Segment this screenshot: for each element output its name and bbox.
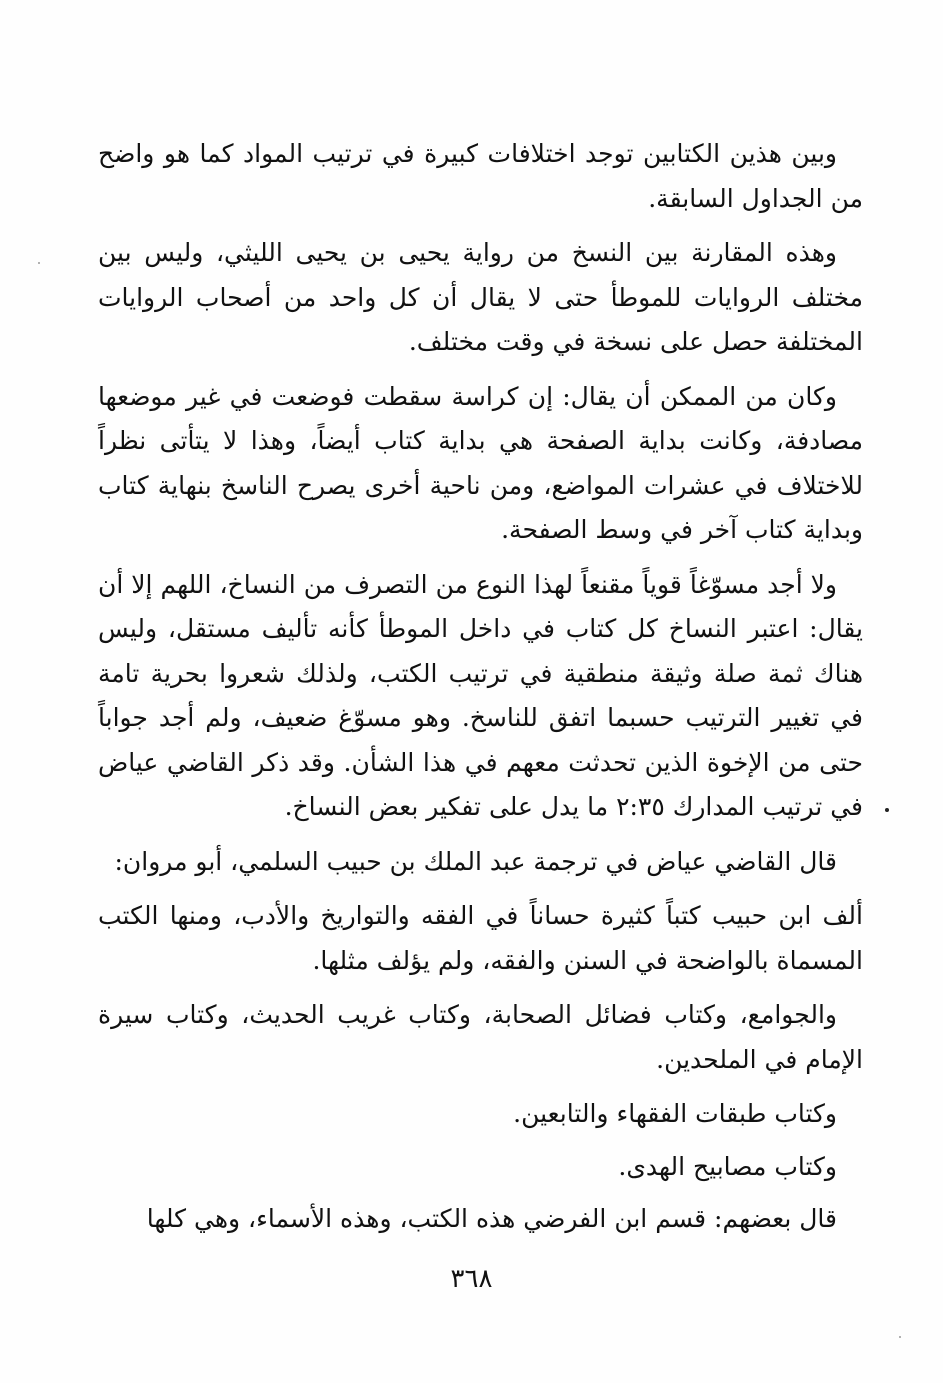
body-text	[98, 132, 863, 1252]
margin-dot	[885, 808, 889, 812]
paragraph: وهذه المقارنة بين النسخ من رواية يحيى بن يحيى الليثي، وليس بين مختلف الروايات للموطأ حتى لا يقال أن كل واحد من أصحاب الروايات المختلفة حصل على نسخة في وقت مختلف.	[98, 238, 863, 356]
quote-paragraph: وكتاب مصابيح الهدى.	[618, 1151, 837, 1181]
quote-paragraph: ألف ابن حبيب كتباً كثيرة حساناً في الفقه والتواريخ والأدب، ومنها الكتب المسماة بالواضحة في السنن والفقه، ولم يؤلف مثلها.	[98, 901, 863, 975]
page-number: ٣٦٨	[450, 1264, 493, 1294]
quote-paragraph: والجوامع، وكتاب فضائل الصحابة، وكتاب غريب الحديث، وكتاب سيرة الإمام في الملحدين.	[98, 1000, 863, 1074]
scan-speck	[38, 262, 40, 264]
paragraph: قال بعضهم: قسم ابن الفرضي هذه الكتب، وهذه الأسماء، وهي كلها	[146, 1204, 837, 1233]
scan-speck	[899, 1336, 901, 1338]
quote-paragraph: وكتاب طبقات الفقهاء والتابعين.	[513, 1099, 837, 1128]
paragraph: وبين هذين الكتابين توجد اختلافات كبيرة في ترتيب المواد كما هو واضح من الجداول السابقة.	[98, 139, 863, 213]
quote-intro-paragraph: قال القاضي عياض في ترجمة عبد الملك بن حبيب السلمي، أبو مروان:	[114, 846, 837, 876]
paragraph: وكان من الممكن أن يقال: إن كراسة سقطت فوضعت في غير موضعها مصادفة، وكانت بداية الصفحة هي بداية كتاب أيضاً، وهذا لا يتأتى نظراً للاختلاف في عشرات المواضع، ومن ناحية أخرى يصرح الناسخ بنهاية كتاب وبداية كتاب آخر في وسط الصفحة.	[98, 381, 863, 544]
paragraph: ولا أجد مسوّغاً قوياً مقنعاً لهذا النوع من التصرف من النساخ، اللهم إلا أن يقال: اعتبر النساخ كل كتاب في داخل الموطأ كأنه تأليف مستقل، وليس هناك ثمة صلة وثيقة منطقية في ترتيب الكتب، ولذلك شعروا بحرية تامة في تغيير الترتيب حسبما اتفق للناسخ. وهو مسوّغ ضعيف، ولم أجد جواباً حتى من الإخوة الذين تحدثت معهم في هذا الشأن. وقد ذكر القاضي عياض في ترتيب المدارك ٢:٣٥ ما يدل على تفكير بعض النساخ.	[98, 569, 863, 821]
